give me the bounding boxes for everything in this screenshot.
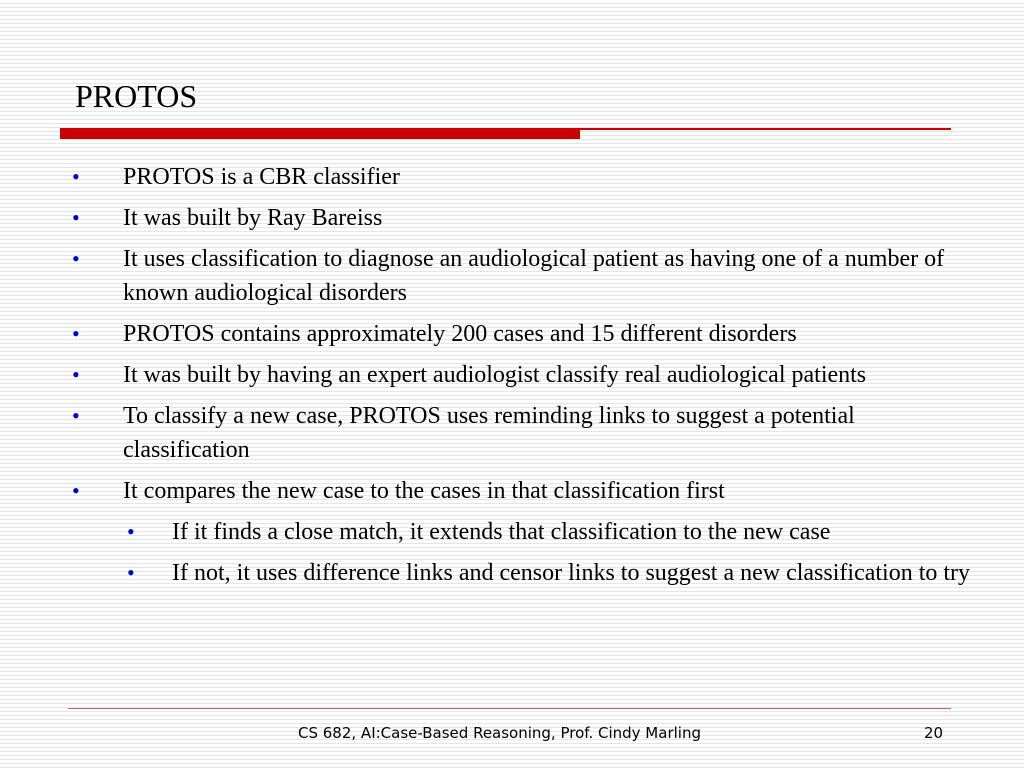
bullet-marker: • (127, 519, 135, 544)
bullet-text: PROTOS is a CBR classifier (123, 164, 400, 190)
bullet-item (0, 317, 953, 351)
sub-bullet-item (0, 515, 972, 549)
footer-caption: CS 682, AI:Case-Based Reasoning, Prof. Cindy Marling (298, 724, 701, 742)
footer-divider (68, 708, 951, 709)
title-underline-thick (60, 128, 580, 139)
bullet-item (0, 399, 953, 467)
bullet-marker: • (127, 560, 135, 585)
bullet-list (0, 160, 1024, 597)
sub-bullet-item (0, 556, 972, 590)
bullet-marker: • (72, 403, 80, 428)
bullet-text: If not, it uses difference links and censor links to suggest a new classification to try (172, 560, 971, 586)
page-number: 20 (924, 724, 944, 742)
bullet-text: It uses classification to diagnose an audiological patient as having one of a number of known audiological disorders (123, 246, 945, 306)
bullet-item (0, 242, 953, 310)
bullet-marker: • (72, 164, 80, 189)
bullet-item (0, 358, 953, 392)
title-underline-thin (580, 128, 951, 130)
bullet-text: It compares the new case to the cases in that classification first (123, 478, 725, 504)
bullet-marker: • (72, 205, 80, 230)
bullet-text: PROTOS contains approximately 200 cases and 15 different disorders (123, 321, 797, 347)
bullet-item (0, 160, 953, 194)
bullet-text: It was built by having an expert audiologist classify real audiological patients (123, 362, 867, 388)
bullet-text: If it finds a close match, it extends that classification to the new case (172, 519, 831, 545)
bullet-item (0, 201, 953, 235)
bullet-item (0, 474, 953, 508)
bullet-text: It was built by Ray Bareiss (123, 205, 383, 231)
bullet-marker: • (72, 478, 80, 503)
bullet-marker: • (72, 321, 80, 346)
bullet-marker: • (72, 246, 80, 271)
bullet-marker: • (72, 362, 80, 387)
bullet-text: To classify a new case, PROTOS uses reminding links to suggest a potential classification (123, 403, 855, 463)
slide-title: PROTOS (75, 78, 198, 114)
